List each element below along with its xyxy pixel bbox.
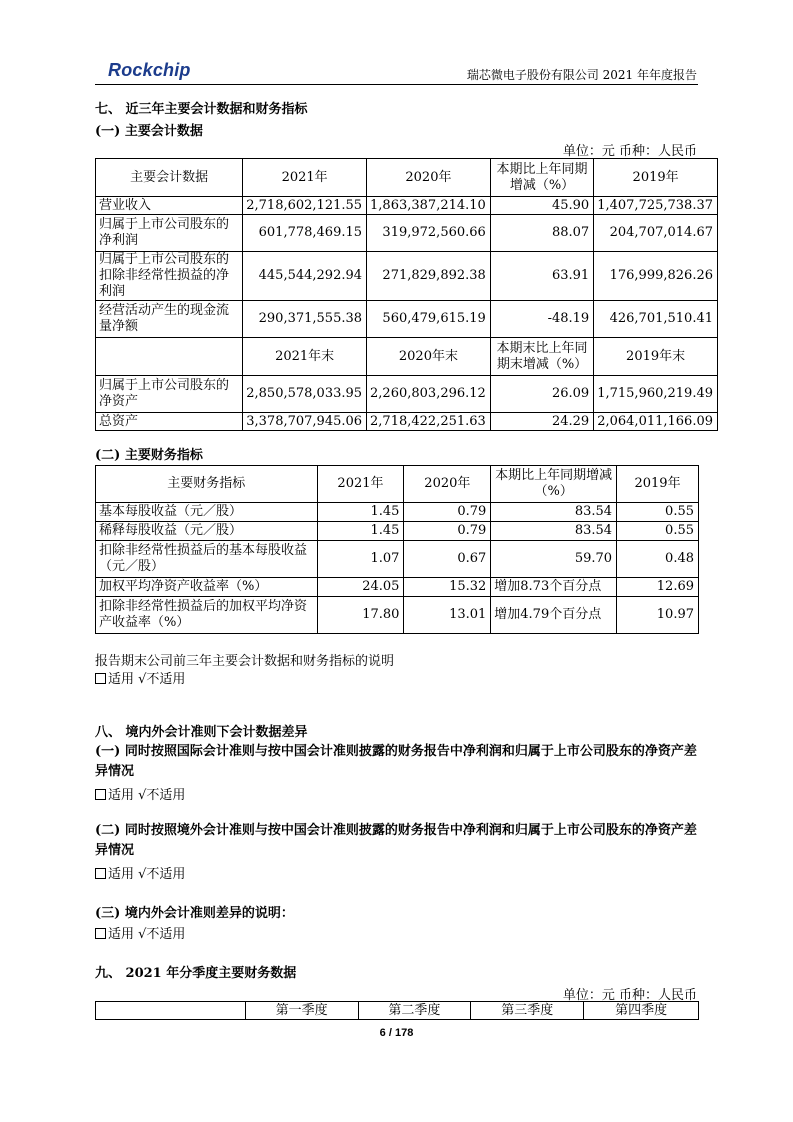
header-cell: 本期比上年同期增减（%） [491,466,617,503]
value-cell: 601,778,469.15 [243,215,367,252]
row-label: 归属于上市公司股东的净资产 [96,376,243,413]
table-row [96,503,699,522]
applicability-text: 适用 √不适用 [108,927,186,942]
header-cell: 本期比上年同期增减（%） [490,159,593,197]
value-cell: 1.45 [317,522,404,541]
value-cell: 0.79 [404,503,491,522]
table-row [96,597,699,634]
value-cell: 445,544,292.94 [243,252,367,301]
value-cell: -48.19 [490,301,593,338]
section-8-sub1: (一) 同时按照国际会计准则与按中国会计准则披露的财务报告中净利润和归属于上市公司股东的净资产差异情况 [95,744,697,779]
value-cell: 增加8.73个百分点 [491,578,617,597]
value-cell: 0.79 [404,522,491,541]
value-cell: 426,701,510.41 [594,301,718,338]
checkbox-icon [95,928,106,939]
value-cell: 17.80 [317,597,404,634]
value-cell: 1.07 [317,541,404,578]
section-7-title: 七、 近三年主要会计数据和财务指标 [95,102,308,117]
value-cell: 1.45 [317,503,404,522]
row-label: 稀释每股收益（元／股） [96,522,318,541]
value-cell: 45.90 [490,197,593,215]
value-cell: 12.69 [617,578,699,597]
header-divider [95,84,698,85]
value-cell: 88.07 [490,215,593,252]
row-label: 扣除非经常性损益后的加权平均净资产收益率（%） [96,597,318,634]
value-cell: 83.54 [491,522,617,541]
unit-label-1: 单位：元 币种：人民币 [562,144,697,159]
header-cell: 主要财务指标 [96,466,318,503]
checkbox-icon [95,673,106,684]
applicability-checkbox [95,923,185,942]
row-label: 经营活动产生的现金流量净额 [96,301,243,338]
header-cell: 本期末比上年同期末增减（%） [490,338,593,376]
page-number: 6 / 178 [379,1027,414,1039]
value-cell: 560,479,615.19 [367,301,491,338]
value-cell: 1,407,725,738.37 [594,197,718,215]
header-cell: 2019年末 [594,338,718,376]
value-cell: 290,371,555.38 [243,301,367,338]
value-cell: 13.01 [404,597,491,634]
row-label: 扣除非经常性损益后的基本每股收益（元／股） [96,541,318,578]
value-cell: 26.09 [490,376,593,413]
table-header-row [96,338,718,376]
applicability-checkbox [95,668,185,687]
row-label: 总资产 [96,413,243,431]
value-cell: 2,850,578,033.95 [243,376,367,413]
header-cell: 2021年末 [243,338,367,376]
header-cell: 2019年 [594,159,718,197]
header-cell: 第四季度 [584,1002,699,1020]
value-cell: 59.70 [491,541,617,578]
header-cell: 2020年 [367,159,491,197]
financial-indicators-table [95,465,699,634]
applicability-text: 适用 √不适用 [108,672,186,687]
applicability-text: 适用 √不适用 [108,867,186,882]
header-cell: 第二季度 [358,1002,471,1020]
section-9-title: 九、 2021 年分季度主要财务数据 [95,966,297,981]
applicability-checkbox [95,863,185,882]
unit-label-2: 单位：元 币种：人民币 [562,988,697,1003]
value-cell: 319,972,560.66 [367,215,491,252]
value-cell: 1,715,960,219.49 [594,376,718,413]
value-cell: 1,863,387,214.10 [367,197,491,215]
section-7-note: 报告期末公司前三年主要会计数据和财务指标的说明 [95,654,395,669]
table-header-row [96,1002,699,1020]
section-8-sub3: (三) 境内外会计准则差异的说明： [95,906,294,921]
value-cell: 10.97 [617,597,699,634]
table-row [96,541,699,578]
table-row [96,376,718,413]
value-cell: 0.48 [617,541,699,578]
value-cell: 83.54 [491,503,617,522]
value-cell: 增加4.79个百分点 [491,597,617,634]
table-header-row [96,466,699,503]
quarterly-table [95,1001,699,1020]
table-row [96,252,718,301]
section-8-title: 八、 境内外会计准则下会计数据差异 [95,725,308,740]
table-row [96,522,699,541]
value-cell: 204,707,014.67 [594,215,718,252]
header-cell: 2021年 [317,466,404,503]
value-cell: 0.55 [617,522,699,541]
header-cell: 2020年 [404,466,491,503]
table-row [96,301,718,338]
value-cell: 2,064,011,166.09 [594,413,718,431]
value-cell: 271,829,892.38 [367,252,491,301]
table-row [96,413,718,431]
row-label: 加权平均净资产收益率（%） [96,578,318,597]
report-title: 瑞芯微电子股份有限公司 2021 年年度报告 [466,68,697,82]
header-cell [96,1002,246,1020]
header-cell: 主要会计数据 [96,159,243,197]
header-cell: 第一季度 [245,1002,358,1020]
value-cell: 2,260,803,296.12 [367,376,491,413]
row-label: 归属于上市公司股东的净利润 [96,215,243,252]
value-cell: 2,718,602,121.55 [243,197,367,215]
rockchip-logo: Rockchip [108,60,191,80]
header-cell [96,338,243,376]
row-label: 归属于上市公司股东的扣除非经常性损益的净利润 [96,252,243,301]
applicability-checkbox [95,784,185,803]
value-cell: 24.05 [317,578,404,597]
header-cell: 2019年 [617,466,699,503]
row-label: 营业收入 [96,197,243,215]
value-cell: 63.91 [490,252,593,301]
section-7-sub1-title: (一) 主要会计数据 [95,124,203,139]
checkbox-icon [95,789,106,800]
value-cell: 0.55 [617,503,699,522]
table-header-row [96,159,718,197]
row-label: 基本每股收益（元／股） [96,503,318,522]
accounting-data-table [95,158,718,431]
applicability-text: 适用 √不适用 [108,788,186,803]
header-cell: 第三季度 [471,1002,584,1020]
section-8-sub2: (二) 同时按照境外会计准则与按中国会计准则披露的财务报告中净利润和归属于上市公司股东的净资产差异情况 [95,823,697,858]
value-cell: 24.29 [490,413,593,431]
value-cell: 176,999,826.26 [594,252,718,301]
value-cell: 3,378,707,945.06 [243,413,367,431]
table-row [96,578,699,597]
value-cell: 15.32 [404,578,491,597]
header-cell: 2021年 [243,159,367,197]
table-row [96,197,718,215]
table-row [96,215,718,252]
value-cell: 0.67 [404,541,491,578]
checkbox-icon [95,868,106,879]
section-7-sub2-title: (二) 主要财务指标 [95,448,203,463]
value-cell: 2,718,422,251.63 [367,413,491,431]
header-cell: 2020年末 [367,338,491,376]
